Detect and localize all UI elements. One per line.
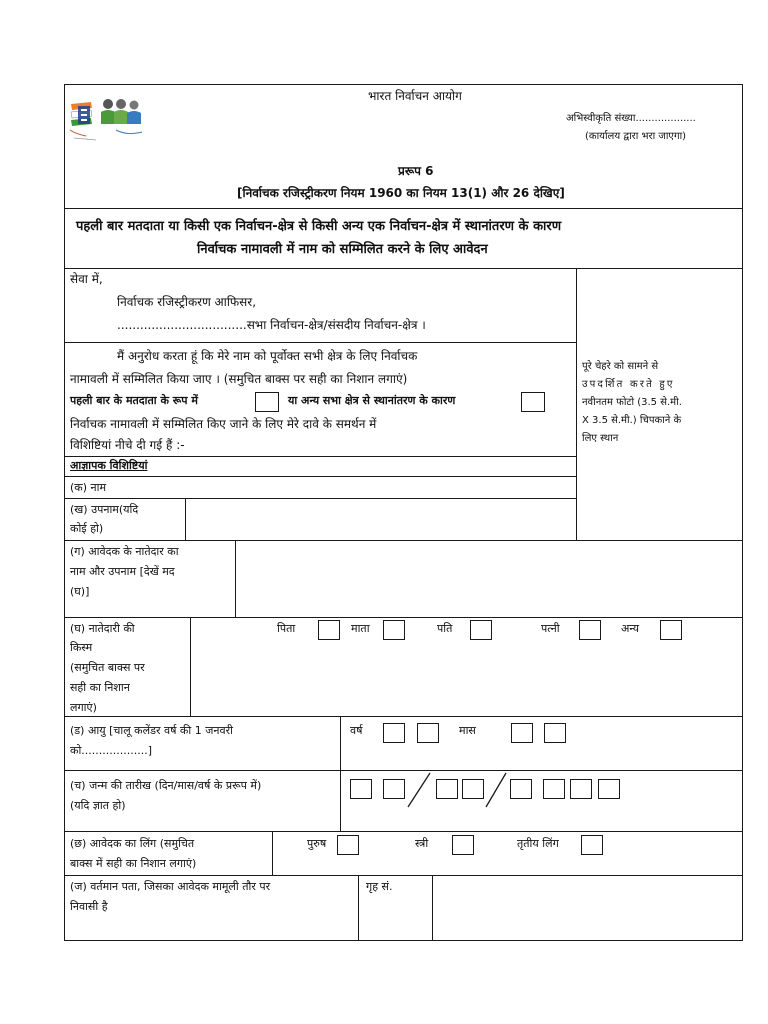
table-top-border (64, 84, 743, 85)
photo-note-line3: नवीनतम फोटो (3.5 से.मी. (582, 397, 682, 408)
photo-note-line1 (582, 358, 738, 376)
divider (64, 716, 743, 717)
age-label-line2: को...................] (70, 744, 153, 757)
request-line1: मैं अनुरोध करता हूं कि मेरे नाम को पूर्वोक्त सभी क्षेत्र के लिए निर्वाचक (117, 349, 418, 363)
relative-label-line3: (घ)] (70, 585, 90, 598)
request-line2: नामावली में सम्मिलित किया जाए । (समुचित बाक्स पर सही का निशान लगाएं) (70, 372, 408, 386)
address-label-line2: निवासी है (70, 900, 108, 913)
relation-husband-label: पति (437, 622, 453, 635)
age-label-line1: (ड) आयु [चालू कलेंडर वर्ष की 1 जनवरी (70, 724, 233, 737)
relation-label-line2: किस्म (70, 641, 93, 654)
dob-year-digit-4[interactable] (598, 779, 620, 799)
house-number-input-area[interactable] (434, 877, 741, 939)
age-year-label: वर्ष (350, 724, 363, 737)
request-line5: विशिष्टियां नीचे दी गई हैं :- (70, 438, 185, 452)
surname-label-line1: (ख) उपनाम(यदि (70, 503, 139, 516)
divider (576, 268, 577, 541)
relation-wife-label: पत्नी (541, 622, 560, 635)
gender-third-checkbox[interactable] (581, 835, 603, 855)
request-line4: निर्वाचक नामावली में सम्मिलित किए जाने के लिए मेरे दावे के समर्थन में (70, 417, 377, 431)
divider (185, 498, 186, 541)
age-month-label: मास (459, 724, 476, 737)
photo-note-line5: लिए स्थान (582, 433, 619, 444)
relation-father-checkbox[interactable] (318, 620, 340, 640)
name-label: (क) नाम (70, 481, 107, 494)
gender-female-label: स्त्री (415, 837, 429, 850)
transfer-checkbox[interactable] (521, 392, 545, 412)
dob-year-digit-3[interactable] (570, 779, 592, 799)
relative-label-line2: नाम और उपनाम [देखें मद (70, 565, 175, 578)
gender-female-checkbox[interactable] (452, 835, 474, 855)
form-title-line1: पहली बार मतदाता या किसी एक निर्वाचन-क्षेत्र से किसी अन्य एक निर्वाचन-क्षेत्र में स्थानांतरण के कारण (76, 219, 562, 234)
first-time-voter-checkbox[interactable] (255, 392, 279, 412)
dob-day-digit-1[interactable] (350, 779, 372, 799)
address-to: सेवा में, (70, 272, 103, 286)
address-label-line1: (ज) वर्तमान पता, जिसका आवेदक मामूली तौर पर (70, 880, 271, 893)
age-year-digit-2[interactable] (417, 723, 439, 743)
section-heading: आज्ञापक विशिष्टियां (70, 459, 148, 472)
photo-note-line4: X 3.5 से.मी.) चिपकाने के (582, 415, 682, 426)
dob-year-digit-2[interactable] (543, 779, 565, 799)
relation-mother-label: माता (351, 622, 370, 635)
relation-husband-checkbox[interactable] (470, 620, 492, 640)
divider (64, 831, 743, 832)
relative-label-line1: (ग) आवेदक के नातेदार का (70, 545, 179, 558)
relation-other-label: अन्य (621, 622, 640, 635)
table-right-border (742, 84, 743, 941)
election-commission-logo (66, 94, 148, 146)
rule-reference: [निर्वाचक रजिस्ट्रीकरण नियम 1960 का नियम 13(1) और 26 देखिए] (237, 186, 565, 200)
ack-number-label: अभिस्वीकृति संख्या................... (566, 113, 696, 124)
divider (235, 540, 236, 618)
ack-office-note: (कार्यालय द्वारा भरा जाएगा) (585, 131, 687, 142)
surname-label-line2: कोई हो) (70, 522, 104, 535)
surname-input-area[interactable] (187, 499, 575, 540)
relative-input-area[interactable] (237, 541, 741, 617)
relation-label-line4: सही का निशान (70, 681, 130, 694)
table-bottom-border (64, 940, 743, 941)
photo-note-text: पूरे चेहरे को सामने से (582, 361, 659, 372)
divider (64, 456, 577, 457)
relation-father-label: पिता (277, 622, 296, 635)
relation-label-line1: (घ) नातेदारी की (70, 622, 135, 635)
divider (64, 208, 743, 209)
age-month-digit-2[interactable] (544, 723, 566, 743)
dob-label-line1: (च) जन्म की तारीख (दिन/मास/वर्ष के प्ररूप में) (70, 779, 262, 792)
gender-male-label: पुरुष (307, 837, 327, 850)
divider (64, 875, 743, 876)
option-first-time-label: पहली बार के मतदाता के रूप में (70, 394, 198, 407)
relation-mother-checkbox[interactable] (383, 620, 405, 640)
photo-space[interactable] (582, 358, 738, 448)
relation-wife-checkbox[interactable] (579, 620, 601, 640)
photo-note-line2: उपदर्शित करते हुए (582, 379, 675, 390)
gender-label-line2: बाक्स में सही का निशान लगाएं) (70, 857, 197, 870)
divider (190, 617, 191, 717)
divider (432, 875, 433, 941)
option-transfer-label: या अन्य सभा क्षेत्र से स्थानांतरण के कारण (288, 394, 456, 407)
table-left-border (64, 84, 65, 941)
house-number-label: गृह सं. (366, 880, 393, 893)
relation-other-checkbox[interactable] (660, 620, 682, 640)
relation-label-line5: लगाएं) (70, 701, 97, 714)
relation-label-line3: (समुचित बाक्स पर (70, 661, 145, 674)
org-name: भारत निर्वाचन आयोग (368, 89, 462, 103)
gender-male-checkbox[interactable] (337, 835, 359, 855)
divider (340, 716, 341, 832)
age-month-digit-1[interactable] (511, 723, 533, 743)
dob-separator-slashes (400, 770, 520, 810)
divider (64, 342, 577, 343)
name-input-area[interactable] (160, 477, 575, 498)
age-year-digit-1[interactable] (383, 723, 405, 743)
address-officer: निर्वाचक रजिस्ट्रीकरण आफिसर, (117, 295, 257, 309)
divider (272, 831, 273, 876)
dob-label-line2: (यदि ज्ञात हो) (70, 799, 126, 812)
divider (358, 875, 359, 941)
gender-third-label: तृतीय लिंग (517, 837, 559, 850)
form-title-line2: निर्वाचक नामावली में नाम को सम्मिलित करने के लिए आवेदन (197, 242, 488, 257)
form-number: प्ररूप 6 (398, 164, 434, 178)
gender-label-line1: (छ) आवेदक का लिंग (समुचित (70, 837, 195, 850)
divider (64, 268, 743, 269)
address-constituency: ..................................सभा निर्वाचन-क्षेत्र/संसदीय निर्वाचन-क्षेत्र । (117, 318, 426, 332)
divider (64, 617, 743, 618)
